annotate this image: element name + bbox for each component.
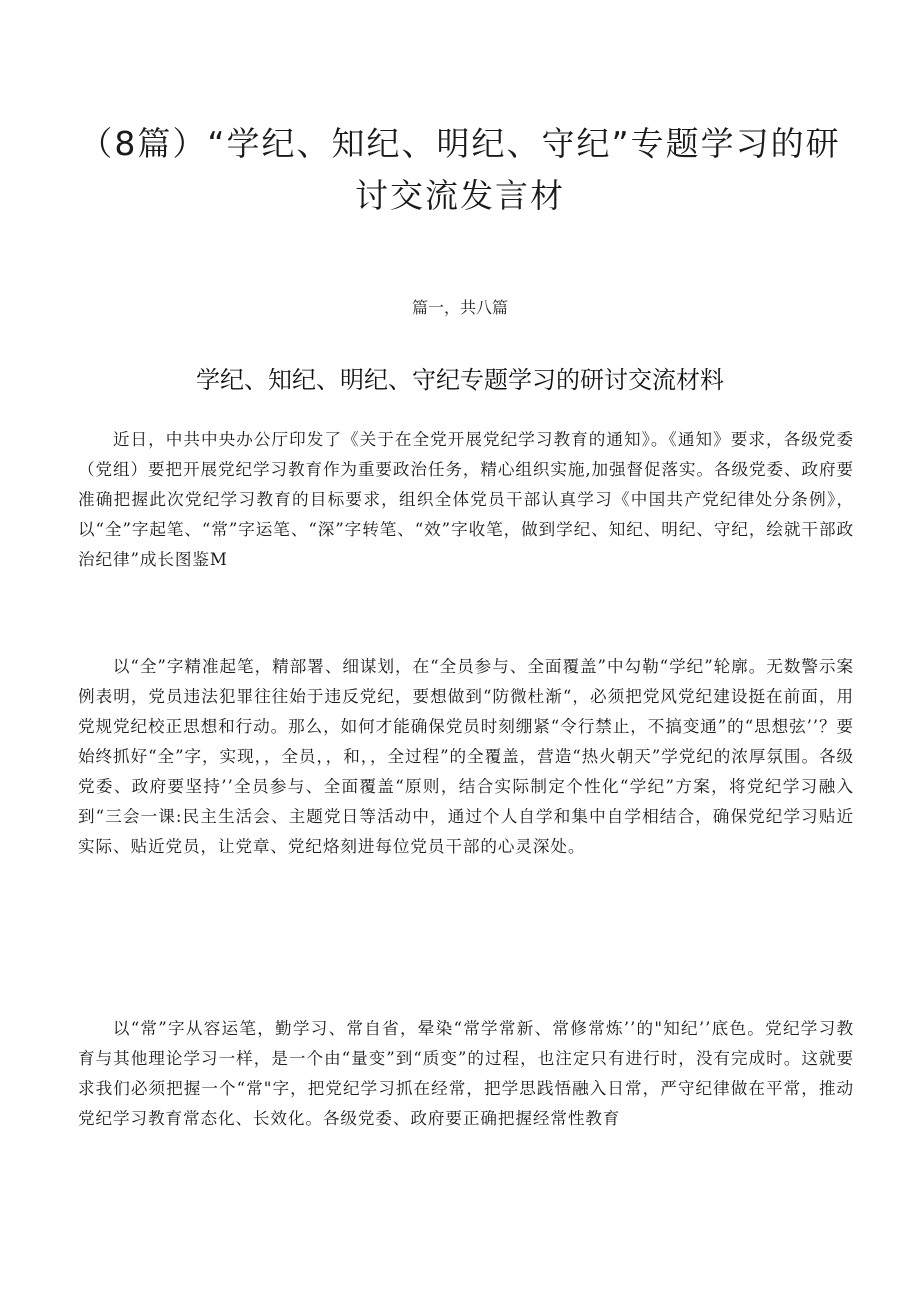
body-paragraph-3: 以“常”字从容运笔，勤学习、常自省，晕染“常学常新、常修常炼’’的"知纪’’底色。党纪学习教育与其他理论学习一样，是一个由“量变”到“质变”的过程，也注定只有进行时，没有完成时。这就要求我们必须把握一个“常"字，把党纪学习抓在经常，把学思践悟融入日常，严守纪律做在平常，推动党纪学习教育常态化、长效化。各级党委、政府要正确把握经常性教育: [78, 1019, 854, 1128]
document-title-line-2: 讨交流发言材: [355, 176, 565, 215]
part-label: 篇一，共八篇: [411, 298, 508, 317]
section-heading: 学纪、知纪、明纪、守纪专题学习的研讨交流材料: [196, 366, 724, 394]
document-title: [60, 118, 860, 222]
body-paragraph-1: 近日，中共中央办公厅印发了《关于在全党开展党纪学习教育的通知》。《通知》要求，各级党委（党组）要把开展党纪学习教育作为重要政治任务，精心组织实施,加强督促落实。各级党委、政府要准确把握此次党纪学习教育的目标要求，组织全体党员干部认真学习《中国共产党纪律处分条例》，以“全”字起笔、“常”字运笔、“深”字转笔、“效”字收笔，做到学纪、知纪、明纪、守纪，绘就干部政治纪律”成长图鉴M: [78, 430, 854, 569]
body-paragraph-2: 以“全”字精准起笔，精部署、细谋划，在“全员参与、全面覆盖”中勾勒“学纪”轮廓。无数警示案例表明，党员违法犯罪往往始于违反党纪，要想做到“防微杜渐“，必须把党风党纪建设挺在前面，用党规党纪校正思想和行动。那么，如何才能确保党员时刻绷紧“令行禁止，不搞变通”的“思想弦’’？要始终抓好“全”字，实现，，全员，，和，，全过程”的全覆盖，营造“热火朝天”学党纪的浓厚氛围。各级党委、政府要坚持’’全员参与、全面覆盖“原则，结合实际制定个性化“学纪”方案，将党纪学习融入到“三会一课:民主生活会、主题党日等活动中，通过个人自学和集中自学相结合，确保党纪学习贴近实际、贴近党员，让党章、党纪烙刻进每位党员干部的心灵深处。: [78, 657, 854, 856]
document-title-line-1: （8篇）“学纪、知纪、明纪、守纪”专题学习的研: [79, 124, 841, 163]
